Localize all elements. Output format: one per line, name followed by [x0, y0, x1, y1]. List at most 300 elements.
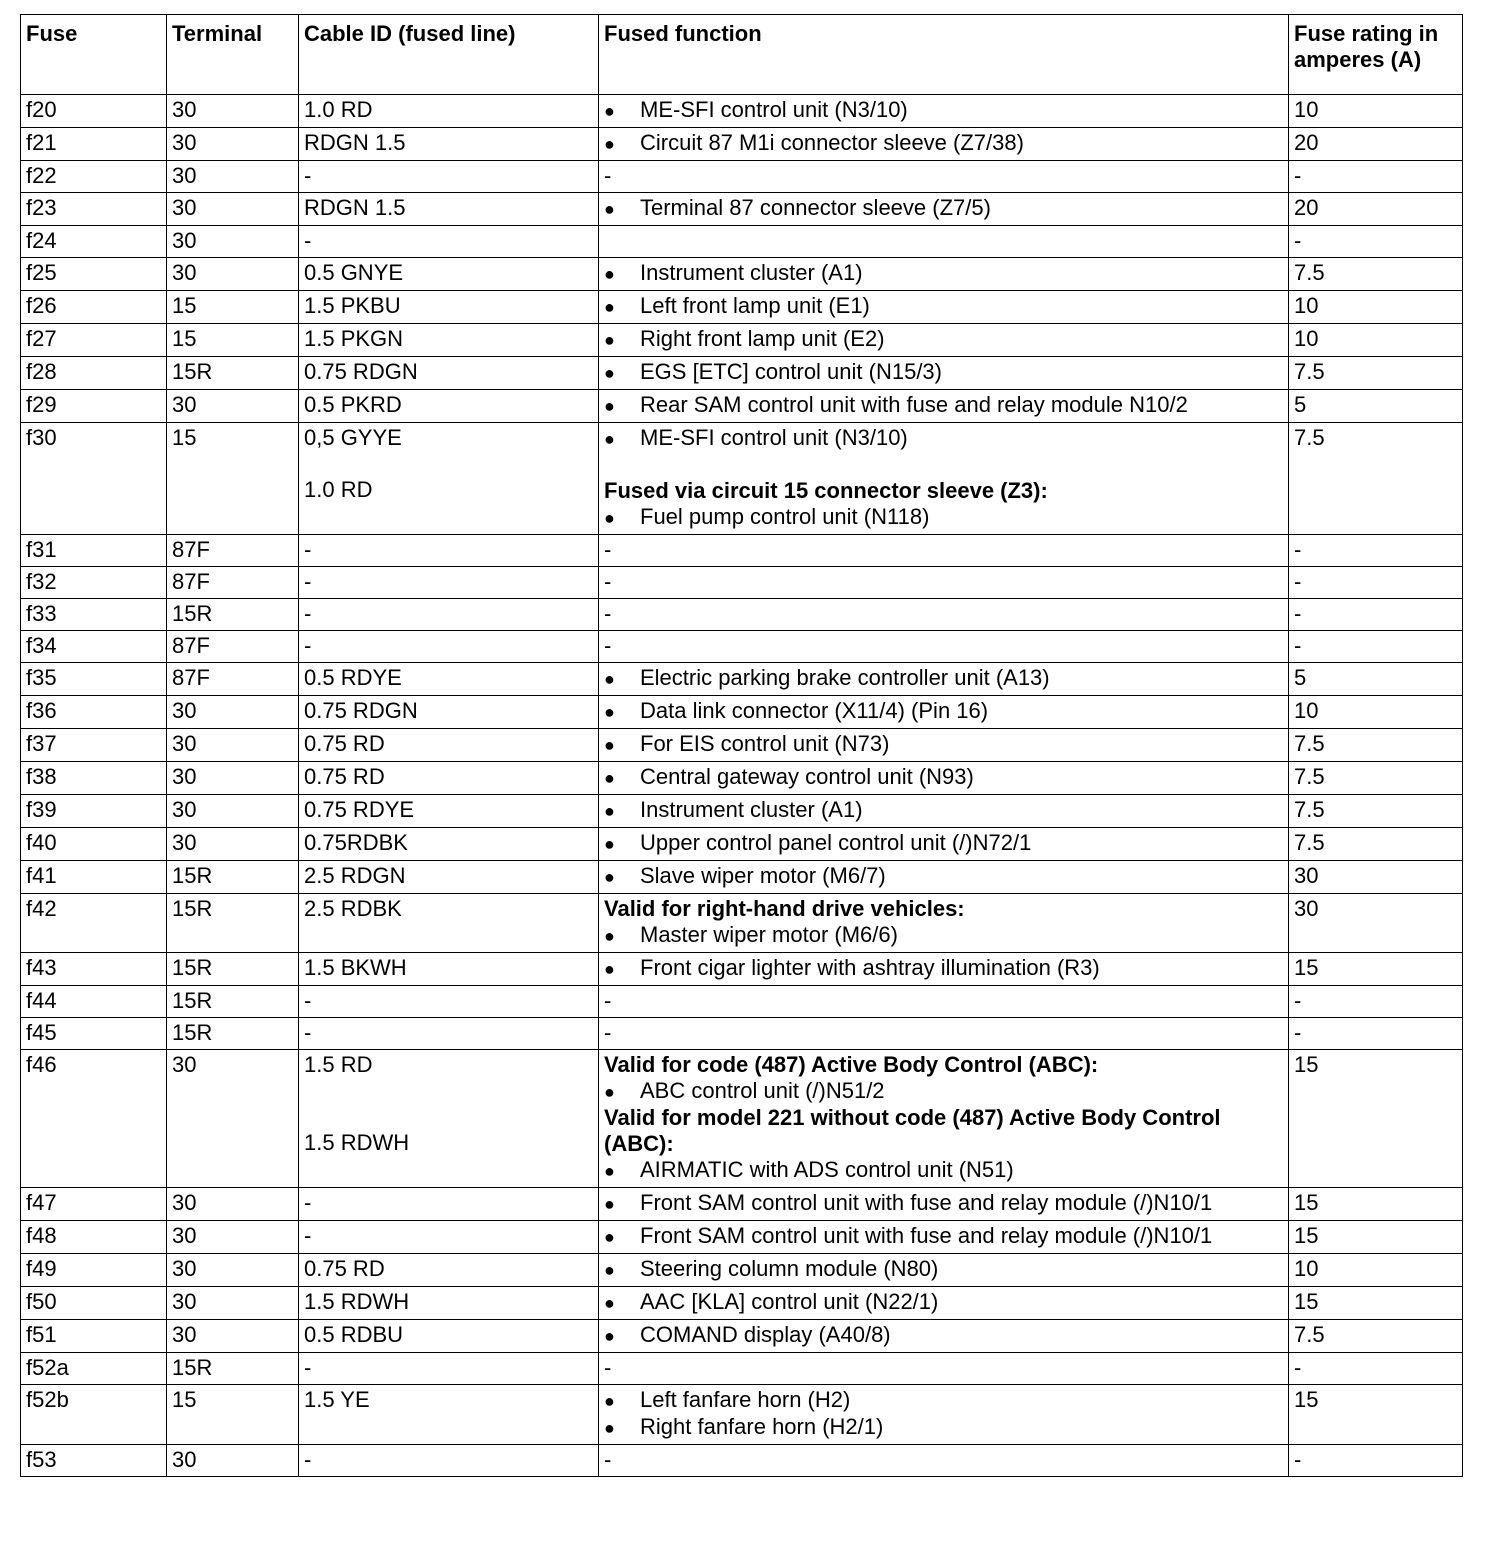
function-item: [604, 665, 1284, 692]
terminal-cell: 30: [167, 1445, 299, 1477]
function-cell: [599, 1353, 1289, 1385]
rating-cell: 30: [1289, 861, 1463, 894]
rating-cell: 30: [1289, 894, 1463, 953]
terminal-cell: 87F: [167, 631, 299, 663]
fuse-cell: f46: [21, 1050, 167, 1188]
cable-id: -: [304, 1190, 312, 1215]
cable-cell: [299, 193, 599, 226]
rating-cell: 7.5: [1289, 795, 1463, 828]
function-text: -: [604, 537, 612, 562]
fuse-cell: f21: [21, 128, 167, 161]
bullet-icon: ●: [604, 959, 615, 979]
terminal-cell: 15: [167, 291, 299, 324]
function-item: [604, 326, 1284, 353]
function-cell: [599, 762, 1289, 795]
terminal-cell: 15R: [167, 1353, 299, 1385]
cable-cell: [299, 599, 599, 631]
rating-cell: -: [1289, 567, 1463, 599]
cable-cell: [299, 535, 599, 567]
cable-id: 1.5 YE: [304, 1387, 370, 1412]
header-function: Fused function: [599, 15, 1289, 95]
function-heading: Valid for right-hand drive vehicles:: [604, 896, 965, 921]
function-text: -: [604, 569, 612, 594]
cable-cell: [299, 663, 599, 696]
cable-id: 0.5 RDYE: [304, 665, 402, 690]
cable-cell: [299, 324, 599, 357]
function-text: Steering column module (N80): [640, 1256, 939, 1281]
function-item: [604, 1322, 1284, 1349]
cable-cell: [299, 795, 599, 828]
rating-cell: -: [1289, 226, 1463, 258]
cable-id: 0.5 GNYE: [304, 260, 404, 285]
bullet-icon: ●: [604, 508, 615, 528]
fuse-cell: f23: [21, 193, 167, 226]
function-cell: [599, 599, 1289, 631]
table-row: [21, 357, 1463, 390]
cable-id: 0.75 RDGN: [304, 359, 418, 384]
cable-id: 0.5 RDBU: [304, 1322, 404, 1347]
terminal-cell: 87F: [167, 663, 299, 696]
rating-cell: -: [1289, 986, 1463, 1018]
cable-cell: [299, 1353, 599, 1385]
fuse-cell: f20: [21, 95, 167, 128]
cable-id: 0.5 PKRD: [304, 392, 402, 417]
function-item: [604, 764, 1284, 791]
terminal-cell: 87F: [167, 535, 299, 567]
function-heading: Valid for code (487) Active Body Control (ABC):: [604, 1052, 1099, 1077]
terminal-cell: 30: [167, 696, 299, 729]
fuse-cell: f26: [21, 291, 167, 324]
table-row: [21, 193, 1463, 226]
bullet-icon: ●: [604, 1418, 615, 1438]
fuse-cell: f45: [21, 1018, 167, 1050]
function-cell: [599, 193, 1289, 226]
rating-cell: 10: [1289, 95, 1463, 128]
function-cell: [599, 291, 1289, 324]
cable-id: 2.5 RDBK: [304, 896, 402, 921]
fuse-cell: f25: [21, 258, 167, 291]
cable-cell: [299, 390, 599, 423]
rating-cell: -: [1289, 599, 1463, 631]
function-item: [604, 922, 1284, 949]
rating-cell: 15: [1289, 1188, 1463, 1221]
table-row: [21, 291, 1463, 324]
bullet-icon: ●: [604, 134, 615, 154]
table-row: [21, 535, 1463, 567]
table-row: [21, 762, 1463, 795]
table-row: [21, 567, 1463, 599]
rating-cell: 15: [1289, 1221, 1463, 1254]
terminal-cell: 87F: [167, 567, 299, 599]
table-row: [21, 729, 1463, 762]
fuse-cell: f30: [21, 423, 167, 535]
function-cell: [599, 1221, 1289, 1254]
function-heading: Fused via circuit 15 connector sleeve (Z3):: [604, 478, 1048, 503]
rating-cell: 15: [1289, 1050, 1463, 1188]
function-text: COMAND display (A40/8): [640, 1322, 891, 1347]
cable-id: -: [304, 633, 312, 658]
terminal-cell: 30: [167, 1254, 299, 1287]
terminal-cell: 30: [167, 226, 299, 258]
header-cable: Cable ID (fused line): [299, 15, 599, 95]
function-item: [604, 1414, 1284, 1441]
cable-id: -: [304, 163, 312, 188]
bullet-icon: ●: [604, 735, 615, 755]
terminal-cell: 30: [167, 390, 299, 423]
table-row: [21, 226, 1463, 258]
function-item: [604, 359, 1284, 386]
function-text: AIRMATIC with ADS control unit (N51): [640, 1157, 1014, 1182]
terminal-cell: 15R: [167, 986, 299, 1018]
cable-cell: [299, 567, 599, 599]
terminal-cell: 30: [167, 1320, 299, 1353]
function-text: Front SAM control unit with fuse and relay module (/)N10/1: [640, 1190, 1213, 1215]
terminal-cell: 30: [167, 95, 299, 128]
fuse-cell: f39: [21, 795, 167, 828]
cable-cell: [299, 95, 599, 128]
cable-id: -: [304, 1223, 312, 1248]
table-row: [21, 986, 1463, 1018]
fuse-cell: f35: [21, 663, 167, 696]
header-terminal: Terminal: [167, 15, 299, 95]
table-row: [21, 390, 1463, 423]
bullet-icon: ●: [604, 834, 615, 854]
fuse-cell: f47: [21, 1188, 167, 1221]
rating-cell: 5: [1289, 390, 1463, 423]
function-text: Front cigar lighter with ashtray illumination (R3): [640, 955, 1100, 980]
function-text: Right front lamp unit (E2): [640, 326, 885, 351]
function-item: [604, 293, 1284, 320]
function-cell: [599, 95, 1289, 128]
cable-cell: [299, 1018, 599, 1050]
table-row: [21, 795, 1463, 828]
bullet-icon: ●: [604, 1326, 615, 1346]
terminal-cell: 30: [167, 161, 299, 193]
function-text: Instrument cluster (A1): [640, 797, 863, 822]
function-text: -: [604, 988, 612, 1013]
terminal-cell: 15R: [167, 953, 299, 986]
terminal-cell: 30: [167, 258, 299, 291]
function-cell: [599, 696, 1289, 729]
fuse-table: [20, 14, 1463, 1477]
fuse-cell: f49: [21, 1254, 167, 1287]
cable-cell: [299, 861, 599, 894]
function-cell: [599, 1445, 1289, 1477]
terminal-cell: 30: [167, 828, 299, 861]
rating-cell: 7.5: [1289, 357, 1463, 390]
function-text: ME-SFI control unit (N3/10): [640, 425, 908, 450]
terminal-cell: 30: [167, 1188, 299, 1221]
function-text: -: [604, 601, 612, 626]
rating-cell: 10: [1289, 324, 1463, 357]
table-row: [21, 128, 1463, 161]
fuse-cell: f27: [21, 324, 167, 357]
cable-id: 1.5 RD: [304, 1052, 373, 1077]
fuse-cell: f41: [21, 861, 167, 894]
cable-id: -: [304, 988, 312, 1013]
function-item: [604, 1157, 1284, 1184]
function-item: [604, 830, 1284, 857]
function-text: Right fanfare horn (H2/1): [640, 1414, 884, 1439]
bullet-icon: ●: [604, 429, 615, 449]
function-cell: [599, 953, 1289, 986]
terminal-cell: 15R: [167, 1018, 299, 1050]
terminal-cell: 30: [167, 729, 299, 762]
function-text: -: [604, 1020, 612, 1045]
function-text: Circuit 87 M1i connector sleeve (Z7/38): [640, 130, 1024, 155]
table-body: [21, 95, 1463, 1477]
function-item: [604, 1223, 1284, 1250]
function-text: Left front lamp unit (E1): [640, 293, 870, 318]
fuse-cell: f33: [21, 599, 167, 631]
rating-cell: 10: [1289, 1254, 1463, 1287]
cable-cell: [299, 1320, 599, 1353]
bullet-icon: ●: [604, 867, 615, 887]
rating-cell: 20: [1289, 193, 1463, 226]
function-item: [604, 863, 1284, 890]
function-text: ME-SFI control unit (N3/10): [640, 97, 908, 122]
cable-cell: [299, 1221, 599, 1254]
function-item: [604, 1256, 1284, 1283]
cable-cell: [299, 894, 599, 953]
cable-id: 1.5 PKGN: [304, 326, 404, 351]
function-cell: [599, 390, 1289, 423]
cable-id: 1.0 RD: [304, 97, 373, 122]
cable-id: 0,5 GYYE: [304, 425, 402, 450]
table-row: [21, 894, 1463, 953]
header-fuse: Fuse: [21, 15, 167, 95]
function-cell: [599, 128, 1289, 161]
function-cell: [599, 1254, 1289, 1287]
rating-cell: -: [1289, 1018, 1463, 1050]
function-item: [604, 260, 1284, 287]
function-text: -: [604, 633, 612, 658]
rating-cell: 20: [1289, 128, 1463, 161]
bullet-icon: ●: [604, 801, 615, 821]
terminal-cell: 15R: [167, 894, 299, 953]
terminal-cell: 30: [167, 128, 299, 161]
cable-id: 0.75 RD: [304, 764, 385, 789]
function-item: [604, 425, 1284, 452]
rating-cell: 7.5: [1289, 423, 1463, 535]
table-row: [21, 696, 1463, 729]
function-cell: [599, 161, 1289, 193]
bullet-icon: ●: [604, 1391, 615, 1411]
cable-cell: [299, 1254, 599, 1287]
function-cell: [599, 1050, 1289, 1188]
table-row: [21, 631, 1463, 663]
cable-cell: [299, 1188, 599, 1221]
function-cell: [599, 535, 1289, 567]
bullet-icon: ●: [604, 297, 615, 317]
function-cell: [599, 729, 1289, 762]
rating-cell: -: [1289, 631, 1463, 663]
bullet-icon: ●: [604, 1082, 615, 1102]
terminal-cell: 15R: [167, 357, 299, 390]
function-text: Electric parking brake controller unit (A13): [640, 665, 1050, 690]
fuse-cell: f29: [21, 390, 167, 423]
function-cell: [599, 1018, 1289, 1050]
bullet-icon: ●: [604, 1194, 615, 1214]
bullet-icon: ●: [604, 396, 615, 416]
fuse-cell: f28: [21, 357, 167, 390]
cable-id: 1.5 PKBU: [304, 293, 401, 318]
fuse-cell: f22: [21, 161, 167, 193]
table-row: [21, 258, 1463, 291]
cable-cell: [299, 1445, 599, 1477]
function-text: EGS [ETC] control unit (N15/3): [640, 359, 942, 384]
function-text: -: [604, 1355, 612, 1380]
function-text: Terminal 87 connector sleeve (Z7/5): [640, 195, 991, 220]
table-row: [21, 828, 1463, 861]
cable-cell: [299, 1385, 599, 1445]
cable-id: 0.75 RD: [304, 731, 385, 756]
cable-id: 1.5 RDWH: [304, 1289, 410, 1314]
function-item: [604, 698, 1284, 725]
bullet-icon: ●: [604, 768, 615, 788]
cable-id: -: [304, 1447, 312, 1472]
table-row: [21, 1254, 1463, 1287]
fuse-cell: f53: [21, 1445, 167, 1477]
function-item: [604, 1387, 1284, 1414]
function-text: Fuel pump control unit (N118): [640, 504, 930, 529]
rating-cell: 10: [1289, 291, 1463, 324]
function-text: Data link connector (X11/4) (Pin 16): [640, 698, 989, 723]
function-item: [604, 504, 1284, 531]
function-item: [604, 797, 1284, 824]
cable-cell: [299, 291, 599, 324]
terminal-cell: 30: [167, 762, 299, 795]
bullet-icon: ●: [604, 1293, 615, 1313]
fuse-cell: f38: [21, 762, 167, 795]
cable-id: -: [304, 1020, 312, 1045]
function-item: [604, 731, 1284, 758]
cable-id: 0.75 RDGN: [304, 698, 418, 723]
fuse-cell: f36: [21, 696, 167, 729]
cable-id: 2.5 RDGN: [304, 863, 406, 888]
fuse-cell: f31: [21, 535, 167, 567]
cable-cell: [299, 423, 599, 535]
bullet-icon: ●: [604, 330, 615, 350]
cable-cell: [299, 696, 599, 729]
function-cell: [599, 663, 1289, 696]
terminal-cell: 30: [167, 193, 299, 226]
cable-id: 0.75RDBK: [304, 830, 408, 855]
function-text: Front SAM control unit with fuse and relay module (/)N10/1: [640, 1223, 1213, 1248]
table-row: [21, 1385, 1463, 1445]
function-cell: [599, 423, 1289, 535]
function-text: Instrument cluster (A1): [640, 260, 863, 285]
table-row: [21, 1188, 1463, 1221]
function-text: Rear SAM control unit with fuse and relay module N10/2: [640, 392, 1188, 417]
function-text: Slave wiper motor (M6/7): [640, 863, 886, 888]
bullet-icon: ●: [604, 669, 615, 689]
bullet-icon: ●: [604, 926, 615, 946]
cable-id-secondary: 1.0 RD: [304, 477, 373, 502]
fuse-cell: f48: [21, 1221, 167, 1254]
function-cell: [599, 1320, 1289, 1353]
cable-id: -: [304, 228, 312, 253]
fuse-cell: f52b: [21, 1385, 167, 1445]
function-text: Upper control panel control unit (/)N72/1: [640, 830, 1032, 855]
function-item: [604, 1289, 1284, 1316]
function-cell: [599, 1188, 1289, 1221]
function-cell: [599, 324, 1289, 357]
rating-cell: 7.5: [1289, 258, 1463, 291]
function-text: AAC [KLA] control unit (N22/1): [640, 1289, 939, 1314]
function-cell: [599, 226, 1289, 258]
cable-cell: [299, 729, 599, 762]
cable-id: -: [304, 601, 312, 626]
table-row: [21, 1445, 1463, 1477]
terminal-cell: 15R: [167, 599, 299, 631]
cable-cell: [299, 631, 599, 663]
function-cell: [599, 1385, 1289, 1445]
function-text: Master wiper motor (M6/6): [640, 922, 898, 947]
cable-id: 0.75 RD: [304, 1256, 385, 1281]
table-row: [21, 1221, 1463, 1254]
table-row: [21, 95, 1463, 128]
rating-cell: 7.5: [1289, 729, 1463, 762]
function-item: [604, 1190, 1284, 1217]
cable-cell: [299, 128, 599, 161]
rating-cell: 5: [1289, 663, 1463, 696]
function-cell: [599, 894, 1289, 953]
bullet-icon: ●: [604, 199, 615, 219]
fuse-cell: f44: [21, 986, 167, 1018]
table-row: [21, 324, 1463, 357]
table-row: [21, 599, 1463, 631]
cable-id: 0.75 RDYE: [304, 797, 415, 822]
function-cell: [599, 986, 1289, 1018]
cable-id: -: [304, 569, 312, 594]
terminal-cell: 30: [167, 1221, 299, 1254]
terminal-cell: 15: [167, 324, 299, 357]
rating-cell: 7.5: [1289, 762, 1463, 795]
cable-cell: [299, 1050, 599, 1188]
function-item: [604, 955, 1284, 982]
cable-id: RDGN 1.5: [304, 195, 406, 220]
bullet-icon: ●: [604, 264, 615, 284]
function-cell: [599, 1287, 1289, 1320]
rating-cell: -: [1289, 535, 1463, 567]
cable-cell: [299, 828, 599, 861]
bullet-icon: ●: [604, 1161, 615, 1181]
terminal-cell: 30: [167, 1287, 299, 1320]
cable-id-secondary: 1.5 RDWH: [304, 1130, 410, 1155]
terminal-cell: 15: [167, 1385, 299, 1445]
table-row: [21, 161, 1463, 193]
cable-cell: [299, 953, 599, 986]
rating-cell: 7.5: [1289, 1320, 1463, 1353]
fuse-cell: f42: [21, 894, 167, 953]
table-row: [21, 423, 1463, 535]
fuse-cell: f40: [21, 828, 167, 861]
cable-id: -: [304, 537, 312, 562]
cable-id: -: [304, 1355, 312, 1380]
function-text: -: [604, 163, 612, 188]
function-item: [604, 392, 1284, 419]
function-item: [604, 130, 1284, 157]
bullet-icon: ●: [604, 363, 615, 383]
bullet-icon: ●: [604, 1227, 615, 1247]
fuse-cell: f51: [21, 1320, 167, 1353]
bullet-icon: ●: [604, 702, 615, 722]
function-heading: Valid for model 221 without code (487) Active Body Control (ABC):: [604, 1105, 1221, 1156]
rating-cell: 15: [1289, 1287, 1463, 1320]
fuse-cell: f50: [21, 1287, 167, 1320]
rating-cell: 10: [1289, 696, 1463, 729]
